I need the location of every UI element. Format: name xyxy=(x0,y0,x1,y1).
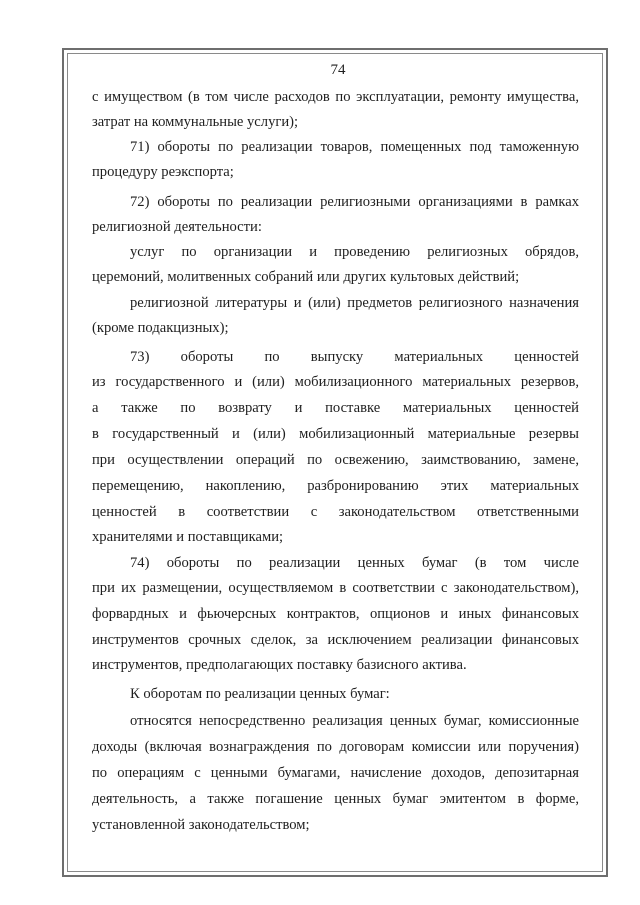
text-line: процедуру реэкспорта; xyxy=(92,164,234,180)
text-line: установленной законодательством; xyxy=(92,817,310,833)
text-line: с имуществом (в том числе расходов по эксплуатации, ремонту имущества, xyxy=(92,89,579,105)
text-line: по операциям с ценными бумагами, начисление доходов, депозитарная xyxy=(92,765,579,781)
text-line: религиозной литературы и (или) предметов религиозного назначения xyxy=(130,295,579,311)
text-line: при их размещении, осуществляемом в соответствии с законодательством), xyxy=(92,580,579,596)
text-line: 72) обороты по реализации религиозными организациями в рамках xyxy=(130,194,579,210)
text-line: доходы (включая вознаграждения по договорам комиссии или поручения) xyxy=(92,739,579,755)
text-line: (кроме подакцизных); xyxy=(92,320,229,336)
text-line: услуг по организации и проведению религиозных обрядов, xyxy=(130,244,579,260)
text-line: при осуществлении операций по освежению, заимствованию, замене, xyxy=(92,452,579,468)
text-line: деятельность, а также погашение ценных бумаг эмитентом в форме, xyxy=(92,791,579,807)
text-line: перемещению, накоплению, разбронированию этих материальных xyxy=(92,478,579,494)
text-line: ценностей в соответствии с законодательством ответственными xyxy=(92,504,579,520)
text-line: форвардных и фьючерсных контрактов, опционов и иных финансовых xyxy=(92,606,579,622)
text-line: К оборотам по реализации ценных бумаг: xyxy=(130,686,390,702)
text-line: а также по возврату и поставке материальных ценностей xyxy=(92,400,579,416)
text-line: в государственный и (или) мобилизационный материальные резервы xyxy=(92,426,579,442)
text-line: инструментов, предполагающих поставку базисного актива. xyxy=(92,657,467,673)
text-line: затрат на коммунальные услуги); xyxy=(92,114,299,130)
text-line: 74) обороты по реализации ценных бумаг (в том числе xyxy=(130,555,579,571)
text-line: хранителями и поставщиками; xyxy=(92,529,284,545)
text-line: относятся непосредственно реализация ценных бумаг, комиссионные xyxy=(130,713,579,729)
text-line: 71) обороты по реализации товаров, помещенных под таможенную xyxy=(130,139,579,155)
text-line: церемоний, молитвенных собраний или других культовых действий; xyxy=(92,269,520,285)
text-line: из государственного и (или) мобилизационного материальных резервов, xyxy=(92,374,579,390)
page-number: 74 xyxy=(330,62,346,78)
text-line: 73) обороты по выпуску материальных ценностей xyxy=(130,349,579,365)
text-line: инструментов срочных сделок, за исключением реализации финансовых xyxy=(92,632,579,648)
text-line: религиозной деятельности: xyxy=(92,219,262,235)
